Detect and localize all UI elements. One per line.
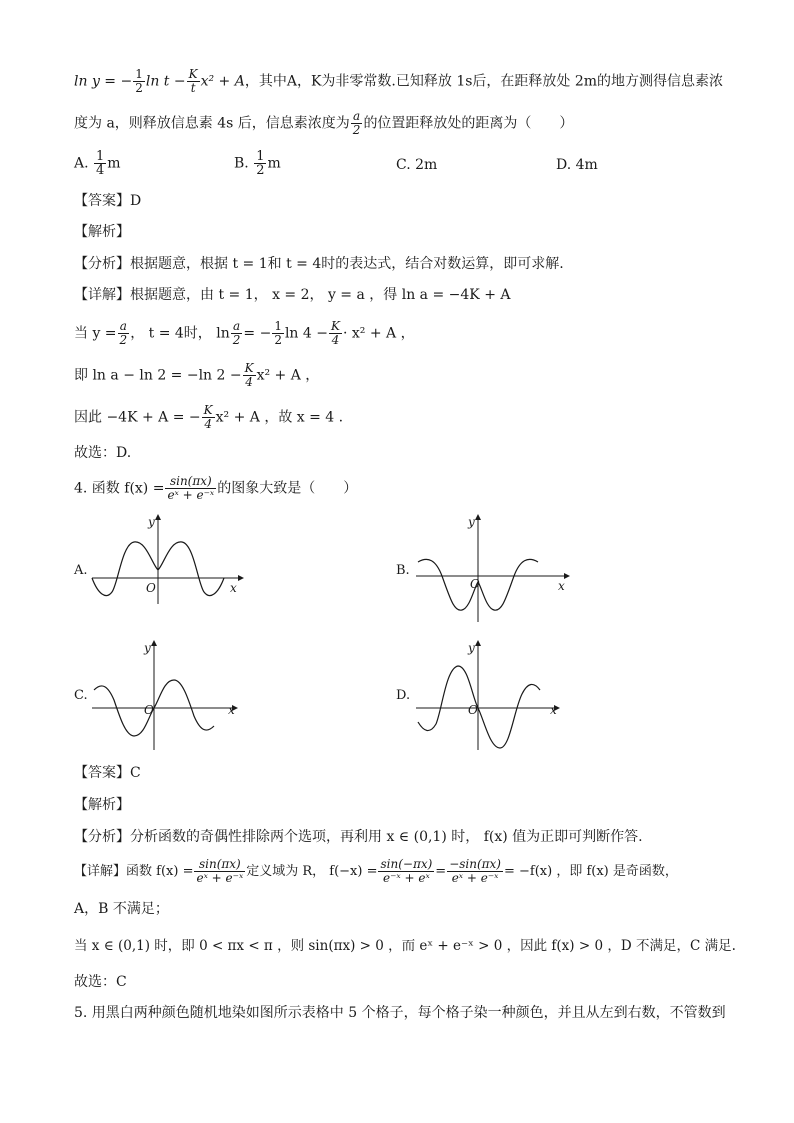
q3-step2: 即 ln a − ln 2 = −ln 2 − $\frac{K}{4}$ x² + A ， bbox=[74, 361, 320, 389]
q4-stem: 4. 函数 f(x) = $\frac{\sin(\pi x)}{\text{eˣ + e⁻ˣ}}$ 的图象大致是（ ） bbox=[74, 474, 358, 502]
q4-ab-not-satisfy: A，B 不满足； bbox=[74, 901, 169, 917]
svg-text:y: y bbox=[468, 641, 475, 655]
fraction-a-over-2: $\frac{a}{2}$ bbox=[352, 109, 361, 137]
fraction-k-over-t: $\frac{K}{t}$ bbox=[188, 67, 198, 95]
q4-xiangjie: 【详解】函数 f(x) = $\frac{\sin(\pi x)}{\text{eˣ + e⁻ˣ}}$ 定义域为 R， f(−x) = $\frac{\sin(-\pi x)}{\text{e⁻ˣ + eˣ}}$ = $\frac{-\sin(\pi x)}{\text{eˣ + e⁻ˣ}}$ = −f(x) ，即 f(x) 是奇函数， bbox=[74, 857, 678, 885]
graph-option-b bbox=[412, 512, 572, 624]
svg-text:O: O bbox=[144, 703, 154, 717]
q5-stem: 5. 用黑白两种颜色随机地染如图所示表格中 5 个格子，每个格子染一种颜色，并且从左到右数，不管数到 bbox=[74, 1005, 726, 1021]
svg-text:O: O bbox=[468, 703, 478, 717]
q4-conclusion: 故选：C bbox=[74, 974, 127, 990]
graph-option-d bbox=[412, 638, 572, 753]
graph-option-a bbox=[88, 512, 248, 607]
q3-line2: 度为 a，则释放信息素 4s 后，信息素浓度为 $\frac{a}{2}$ 的位置距释放处的距离为（ ） bbox=[74, 109, 574, 137]
svg-text:x: x bbox=[228, 703, 235, 717]
q4-answer: 【答案】C bbox=[74, 765, 141, 781]
graph-label-d: D. bbox=[396, 688, 411, 703]
q3-xiangjie: 【详解】根据题意，由 t = 1， x = 2， y = a ，得 ln a = −4K + A bbox=[74, 287, 511, 303]
q3-conclusion: 故选：D. bbox=[74, 445, 132, 461]
q4-interval-reasoning: 当 x ∈ (0,1) 时，即 0 < πx < π ，则 sin(πx) > 0 ，而 eˣ + e⁻ˣ > 0 ，因此 f(x) > 0 ，D 不满足，C 满足. bbox=[74, 938, 736, 954]
fraction-half: $\frac{1}{2}$ bbox=[135, 67, 143, 95]
graph-label-b: B. bbox=[396, 563, 410, 578]
svg-text:y: y bbox=[468, 515, 475, 529]
svg-text:y: y bbox=[144, 641, 151, 655]
q3-option-a: A. $\frac{1}{4}$ m bbox=[74, 149, 121, 178]
q3-fenxi: 【分析】根据题意，根据 t = 1和 t = 4时的表达式，结合对数运算，即可求解. bbox=[74, 256, 564, 272]
graph-label-c: C. bbox=[74, 688, 88, 703]
graph-label-a: A. bbox=[74, 563, 88, 578]
svg-text:O: O bbox=[470, 577, 480, 591]
q3-option-c: C. 2m bbox=[396, 157, 438, 173]
q3-line1: ln y = − $\frac{1}{2}$ ln t − $\frac{K}{t}$ x² + A，其中A，K为非零常数.已知释放 1s后，在距释放处 2m的地方测得信息素浓 bbox=[74, 67, 724, 95]
q3-option-d: D. 4m bbox=[556, 157, 598, 173]
q4-fenxi: 【分析】分析函数的奇偶性排除两个选项，再利用 x ∈ (0,1) 时， f(x) 值为正即可判断作答. bbox=[74, 829, 643, 845]
q3-option-b: B. $\frac{1}{2}$ m bbox=[234, 149, 281, 178]
svg-text:x: x bbox=[550, 703, 557, 717]
q3-step1: 当 y = $\frac{a}{2}$ ， t = 4时， ln $\frac{a}{2}$ = − $\frac{1}{2}$ ln 4 − $\frac{K}{4}$ · x² + A ， bbox=[74, 319, 415, 347]
q4-analysis-label: 【解析】 bbox=[74, 797, 130, 813]
svg-text:x: x bbox=[230, 581, 237, 595]
q3-step3: 因此 −4K + A = − $\frac{K}{4}$ x² + A ，故 x = 4 . bbox=[74, 403, 344, 431]
svg-text:x: x bbox=[558, 579, 565, 593]
svg-text:y: y bbox=[148, 515, 155, 529]
q3-analysis-label: 【解析】 bbox=[74, 224, 130, 240]
svg-text:O: O bbox=[146, 581, 156, 595]
q3-answer: 【答案】D bbox=[74, 193, 142, 209]
graph-option-c bbox=[88, 638, 248, 753]
